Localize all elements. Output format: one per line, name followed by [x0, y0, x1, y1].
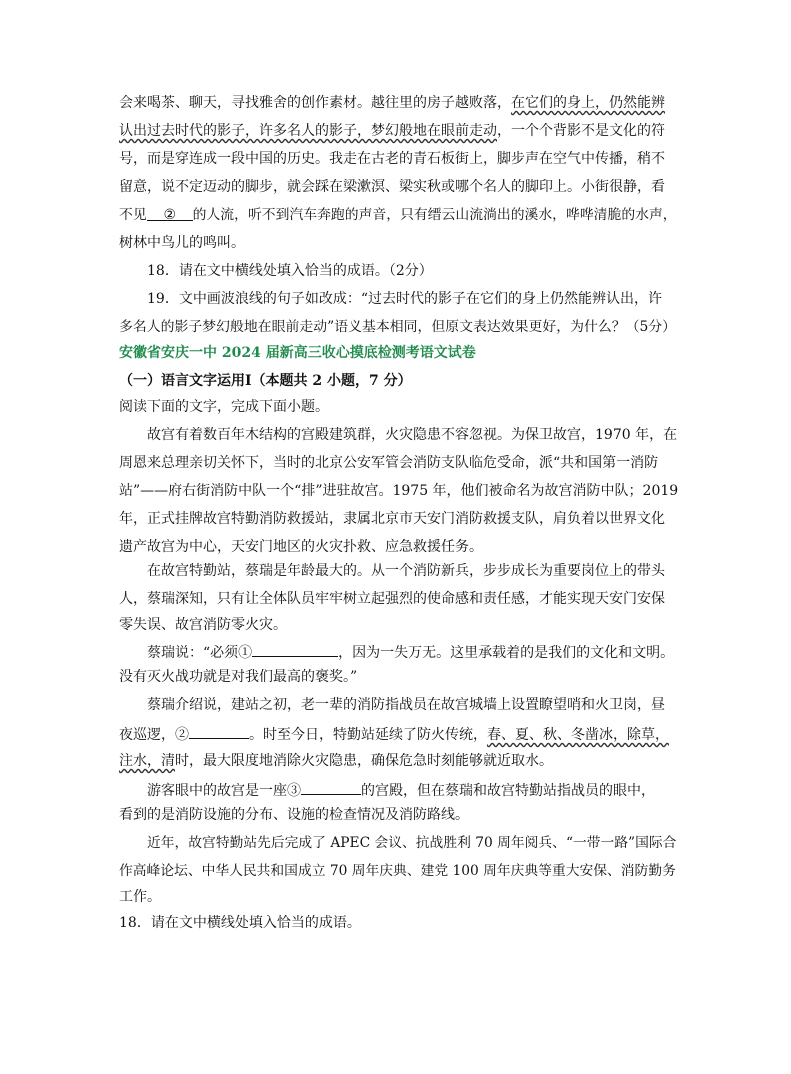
blank-2	[189, 723, 249, 739]
blank-2: ②	[147, 205, 193, 221]
wavy-underlined-sentence: 在它们的身上，仍然能辨	[511, 95, 665, 111]
paragraph-line	[147, 779, 679, 799]
paragraph-line: 站”——府右街消防中队一个“排”进驻故宫。1975 年，他们被命名为故宫消防中队；2019	[119, 483, 679, 499]
paragraph-line: 年，正式挂牌故宫特勤消防救援站，隶属北京市天安门消防救援支队，肩负着以世界文化	[119, 511, 665, 527]
paragraph-line: 故宫有着数百年木结构的宫殿建筑群，火灾隐患不容忽视。为保卫故宫，1970 年，在	[147, 427, 678, 443]
wavy-underlined-sentence: 认出过去时代的影子，许多名人的影子，梦幻般地在眼前走动	[119, 123, 497, 139]
text-run: ，一个个背影不是文化的符	[497, 123, 665, 139]
text-run: 的宫殿，但在蔡瑞和故宫特勤站指战员的眼中，	[361, 783, 655, 799]
wavy-underlined-phrase: 注水，清	[119, 753, 175, 769]
blank-1	[252, 641, 338, 657]
wavy-underlined-phrase: 春、夏、秋、冬凿冰，除草，	[487, 727, 669, 743]
question-18: 18．请在文中横线处填入恰当的成语。	[119, 915, 361, 931]
paragraph-line: 周恩来总理亲切关怀下，当时的北京公安军管会消防支队临危受命，派“共和国第一消防	[119, 455, 659, 471]
paragraph-line: 在故宫特勤站，蔡瑞是年龄最大的。从一个消防新兵，步步成长为重要岗位上的带头	[147, 563, 665, 579]
exam-source-title: 安徽省安庆一中 2024 届新高三收心摸底检测考语文试卷	[119, 345, 476, 361]
text-run: 夜巡逻，②	[119, 727, 189, 743]
instruction: 阅读下面的文字，完成下面小题。	[119, 399, 329, 415]
paragraph-line	[119, 205, 679, 225]
paragraph-line: 看到的是消防设施的分布、设施的检查情况及消防路线。	[119, 807, 469, 823]
text-run: 会来喝茶、聊天，寻找雅舍的创作素材。越往里的房子越败落，	[119, 95, 511, 111]
text-run: ，因为一失万无。这里承载着的是我们的文化和文明。	[338, 645, 675, 661]
paragraph-line: 树林中鸟儿的鸣叫。	[119, 235, 245, 251]
paragraph-line	[119, 121, 679, 141]
text-run: 时，最大限度地消除火灾隐患，确保危急时刻能够就近取水。	[175, 753, 553, 769]
paragraph-line: 工作。	[119, 889, 161, 905]
blank-3	[301, 779, 361, 795]
paragraph-line: 蔡瑞介绍说，建站之初，老一辈的消防指战员在故宫城墙上设置瞭望哨和火卫岗，昼	[147, 697, 665, 713]
question-18: 18．请在文中横线处填入恰当的成语。（2分）	[147, 263, 433, 279]
paragraph-line: 人，蔡瑞深知，只有让全体队员牢牢树立起强烈的使命感和责任感，才能实现天安门安保	[119, 591, 665, 607]
paragraph-line: 遗产故宫为中心，天安门地区的火灾扑救、应急救援任务。	[119, 539, 483, 555]
text-run: 不见	[119, 207, 147, 223]
paragraph-line: 号，而是穿连成一段中国的历史。我走在古老的青石板街上，脚步声在空气中传播，稍不	[119, 151, 665, 167]
text-run: 的人流，听不到汽车奔跑的声音，只有缙云山流淌出的溪水，哗哗清脆的水声，	[192, 207, 677, 223]
section-title: （一）语言文字运用Ⅰ（本题共 2 小题，7 分）	[119, 373, 412, 389]
text-run: 。时至今日，特勤站延续了防火传统，	[249, 727, 487, 743]
question-19-line: 19．文中画波浪线的句子如改成：“过去时代的影子在它们的身上仍然能辨认出，许	[147, 291, 662, 307]
paragraph-line	[147, 641, 679, 661]
paragraph-line: 零失误、故宫消防零火灾。	[119, 617, 287, 633]
paragraph-line: 作高峰论坛、中华人民共和国成立 70 周年庆典、建党 100 周年庆典等重大安保、消防勤务	[119, 863, 676, 879]
text-run: 游客眼中的故宫是一座③	[147, 783, 301, 799]
paragraph-line	[119, 723, 679, 743]
paragraph-line: 没有灭火战功就是对我们最高的褒奖。”	[119, 669, 358, 685]
paragraph-line	[119, 93, 679, 113]
paragraph-line	[119, 751, 679, 771]
question-19-line: 多名人的影子梦幻般地在眼前走动”语义基本相同，但原文表达效果更好，为什么？（5分）	[119, 319, 677, 335]
text-run: 蔡瑞说：“必须①	[147, 645, 253, 661]
paragraph-line: 近年，故宫特勤站先后完成了 APEC 会议、抗战胜利 70 周年阅兵、“一带一路”国际合	[147, 835, 677, 851]
paragraph-line: 留意，说不定迈动的脚步，就会踩在梁漱溟、梁实秋或哪个名人的脚印上。小街很静，看	[119, 179, 665, 195]
